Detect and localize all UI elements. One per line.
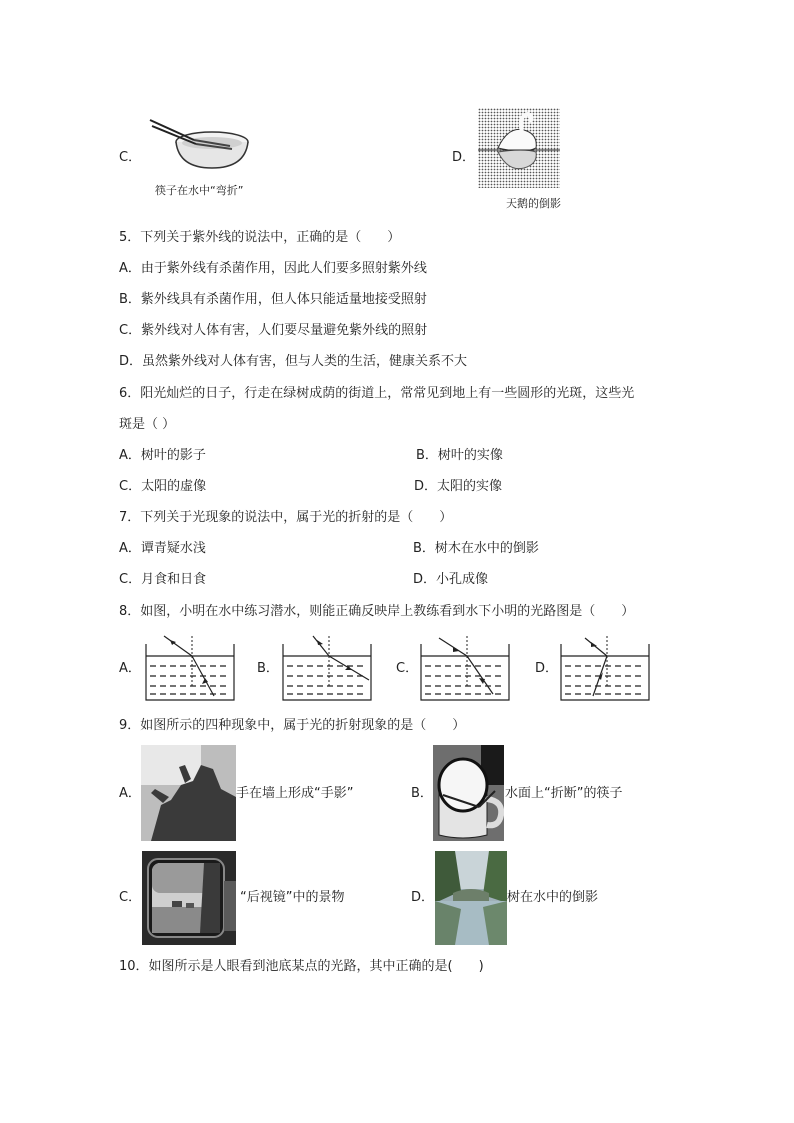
q6-stem-line2: 斑是（ ） xyxy=(119,417,176,432)
q9-option-a-text: 手在墙上形成“手影” xyxy=(236,786,354,801)
bowl-chopsticks-image xyxy=(146,116,252,174)
q8-label-d: D． xyxy=(535,661,559,676)
cup-chopstick-photo xyxy=(433,745,504,841)
q7-option-b: B．树木在水中的倒影 xyxy=(413,541,539,556)
q7-stem: 7．下列关于光现象的说法中，属于光的折射的是（ ） xyxy=(119,510,453,525)
q8-diagram-a xyxy=(142,634,238,704)
rearview-mirror-photo xyxy=(142,851,236,945)
q9-option-b-text: 水面上“折断”的筷子 xyxy=(505,786,623,801)
q8-label-a: A． xyxy=(119,661,141,676)
swan-reflection-image xyxy=(478,108,560,188)
q6-option-d: D．太阳的实像 xyxy=(414,479,503,494)
q7-option-a: A．谭青疑水浅 xyxy=(119,541,206,556)
q8-label-b: B． xyxy=(257,661,279,676)
q8-diagram-d xyxy=(557,634,653,704)
q4-option-c-label: C． xyxy=(119,150,142,165)
q8-label-c: C． xyxy=(396,661,419,676)
q9-option-a-label: A． xyxy=(119,786,141,801)
q6-option-c: C．太阳的虚像 xyxy=(119,479,207,494)
q7-option-c: C．月食和日食 xyxy=(119,572,207,587)
q8-stem: 8．如图，小明在水中练习潜水，则能正确反映岸上教练看到水下小明的光路图是（ ） xyxy=(119,604,635,619)
q9-option-b-label: B． xyxy=(411,786,433,801)
q8-diagram-c xyxy=(417,634,513,704)
q4-c-caption: 筷子在水中“弯折” xyxy=(155,184,244,197)
q6-option-a: A．树叶的影子 xyxy=(119,448,206,463)
q6-stem-line1: 6．阳光灿烂的日子，行走在绿树成荫的街道上，常常见到地上有一些圆形的光斑，这些光 xyxy=(119,386,635,401)
q5-stem: 5．下列关于紫外线的说法中，正确的是（ ） xyxy=(119,230,401,245)
q9-option-c-label: C． xyxy=(119,890,142,905)
q7-option-d: D．小孔成像 xyxy=(413,572,489,587)
q9-option-d-text: 树在水中的倒影 xyxy=(507,890,599,905)
q5-option-d: D．虽然紫外线对人体有害，但与人类的生活，健康关系不大 xyxy=(119,354,468,369)
hand-shadow-photo xyxy=(141,745,236,841)
q9-option-d-label: D． xyxy=(411,890,435,905)
tree-reflection-photo xyxy=(435,851,507,945)
q6-option-b: B．树叶的实像 xyxy=(416,448,503,463)
q4-d-caption: 天鹅的倒影 xyxy=(506,197,561,210)
q5-option-c: C．紫外线对人体有害，人们要尽量避免紫外线的照射 xyxy=(119,323,428,338)
q10-stem: 10．如图所示是人眼看到池底某点的光路，其中正确的是( ) xyxy=(119,959,484,974)
q5-option-b: B．紫外线具有杀菌作用，但人体只能适量地接受照射 xyxy=(119,292,427,307)
q9-option-c-text: “后视镜”中的景物 xyxy=(240,890,345,905)
q8-diagram-b xyxy=(279,634,375,704)
q9-stem: 9．如图所示的四种现象中，属于光的折射现象的是（ ） xyxy=(119,718,466,733)
q5-option-a: A．由于紫外线有杀菌作用，因此人们要多照射紫外线 xyxy=(119,261,427,276)
q4-option-d-label: D． xyxy=(452,150,476,165)
